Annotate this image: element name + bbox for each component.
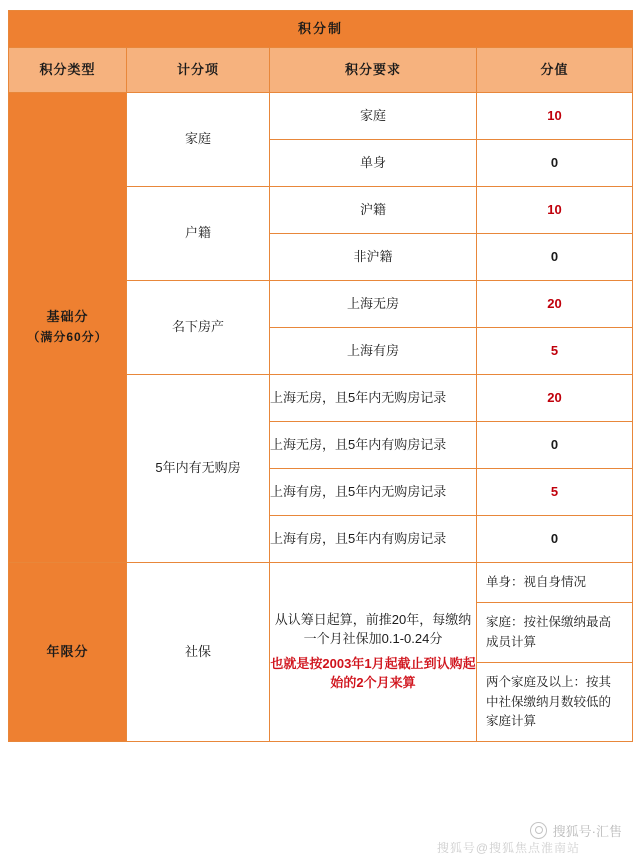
score-cell: 0 <box>477 516 633 563</box>
score-cell: 10 <box>477 187 633 234</box>
points-table-document <box>0 10 640 862</box>
social-insurance-description <box>270 563 477 742</box>
item-property: 名下房产 <box>127 281 270 375</box>
sohu-logo-icon <box>530 822 547 839</box>
requirement-cell: 上海有房，且5年内有购房记录 <box>270 516 477 563</box>
item-social-insurance: 社保 <box>127 563 270 742</box>
note-multi-family: 两个家庭及以上：按其中社保缴纳月数较低的家庭计算 <box>486 675 612 728</box>
watermark-account <box>530 821 622 840</box>
social-insurance-notes <box>477 563 633 742</box>
score-cell: 0 <box>477 234 633 281</box>
column-header-requirement: 积分要求 <box>270 48 477 93</box>
score-cell: 0 <box>477 422 633 469</box>
score-cell: 20 <box>477 281 633 328</box>
requirement-cell: 上海有房 <box>270 328 477 375</box>
points-table <box>8 10 633 742</box>
requirement-cell: 非沪籍 <box>270 234 477 281</box>
score-cell: 0 <box>477 140 633 187</box>
table-row <box>9 93 633 140</box>
note-family: 家庭：按社保缴纳最高成员计算 <box>477 603 632 663</box>
watermark-source: 搜狐号@搜狐焦点淮南站 <box>436 841 580 855</box>
social-insurance-note: 也就是按2003年1月起截止到认购起始的2个月来算 <box>270 656 476 690</box>
category-basic-name: 基础分 <box>46 309 89 325</box>
category-basic-sub: （满分60分） <box>27 330 108 345</box>
table-title: 积分制 <box>9 11 633 48</box>
requirement-cell: 单身 <box>270 140 477 187</box>
table-header-row <box>9 48 633 93</box>
item-family: 家庭 <box>127 93 270 187</box>
score-cell: 5 <box>477 328 633 375</box>
item-purchase-history: 5年内有无购房 <box>127 375 270 563</box>
category-duration <box>9 563 127 742</box>
note-single: 单身：视自身情况 <box>477 563 632 603</box>
score-cell: 5 <box>477 469 633 516</box>
column-header-item: 计分项 <box>127 48 270 93</box>
category-basic <box>9 93 127 563</box>
item-household: 户籍 <box>127 187 270 281</box>
score-cell: 10 <box>477 93 633 140</box>
requirement-cell: 家庭 <box>270 93 477 140</box>
category-duration-name: 年限分 <box>46 643 89 659</box>
column-header-category: 积分类型 <box>9 48 127 93</box>
requirement-cell: 上海无房，且5年内有购房记录 <box>270 422 477 469</box>
requirement-cell: 沪籍 <box>270 187 477 234</box>
requirement-cell: 上海无房 <box>270 281 477 328</box>
social-insurance-rule: 从认筹日起算，前推20年，每缴纳一个月社保加0.1-0.24分 <box>274 612 472 647</box>
requirement-cell: 上海有房，且5年内无购房记录 <box>270 469 477 516</box>
footer <box>0 816 640 862</box>
watermark-account-label: 搜狐号·汇售 <box>552 824 622 839</box>
table-title-row <box>9 11 633 48</box>
score-cell: 20 <box>477 375 633 422</box>
column-header-score: 分值 <box>477 48 633 93</box>
requirement-cell: 上海无房，且5年内无购房记录 <box>270 375 477 422</box>
table-row <box>9 563 633 742</box>
